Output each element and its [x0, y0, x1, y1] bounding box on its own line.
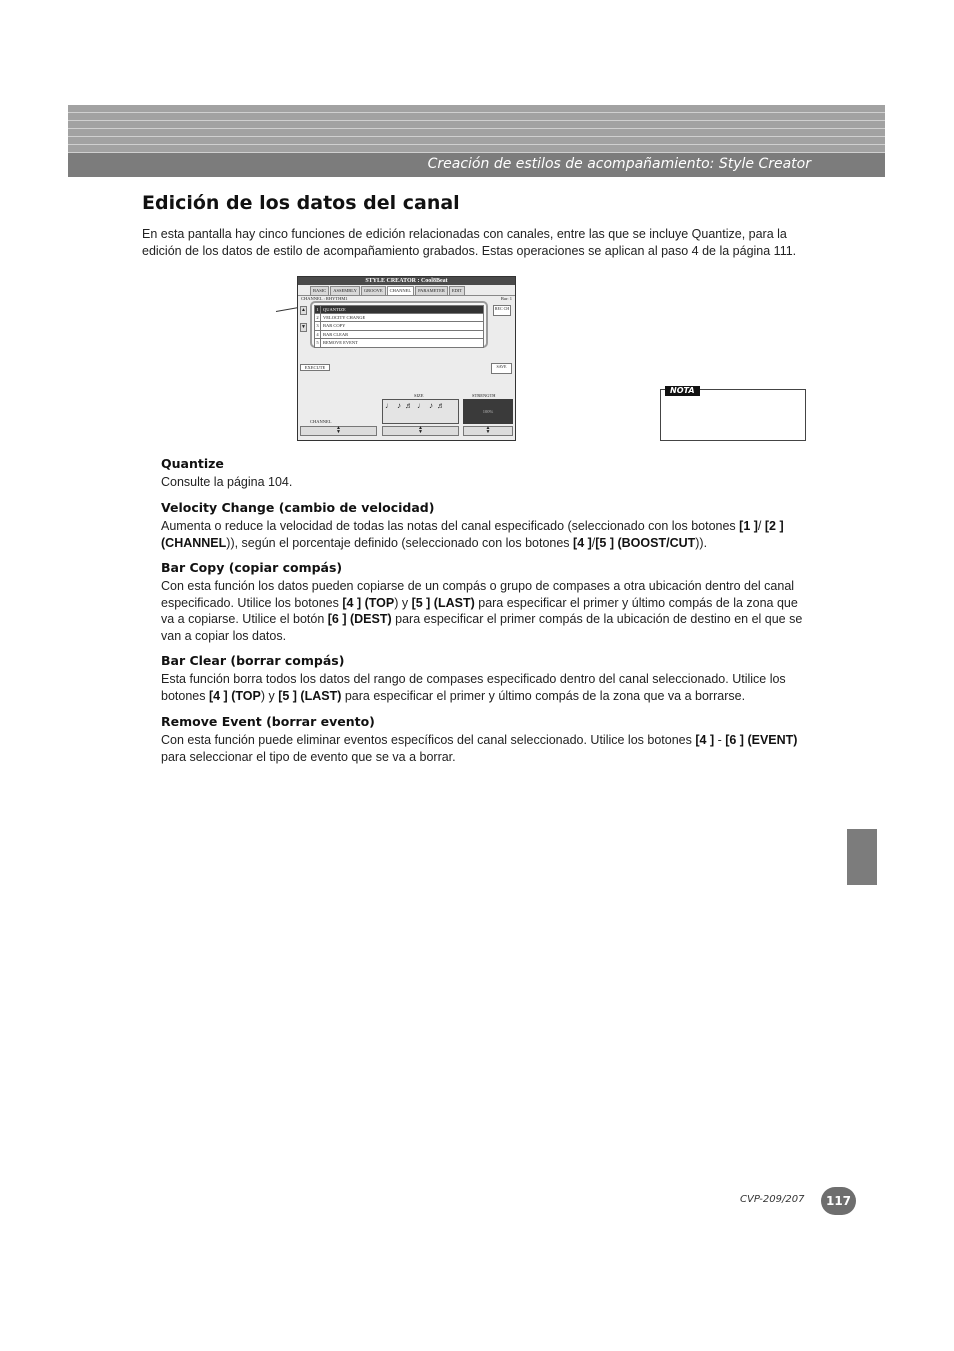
screen-tab[interactable]: BASIC: [310, 286, 329, 295]
page-number: 117: [821, 1187, 856, 1215]
screen-title: STYLE CREATOR : Cool8Beat: [298, 277, 515, 285]
size-selector[interactable]: ♩ ♪ ♬ ♩ ♪ ♬: [382, 399, 459, 424]
section-heading: Remove Event (borrar evento): [161, 714, 375, 729]
up-arrow-icon[interactable]: ▲: [301, 308, 306, 313]
screen-tab[interactable]: PARAMETER: [415, 286, 448, 295]
bar-indicator: Bar: 1: [500, 296, 512, 301]
screen-tab[interactable]: GROOVE: [361, 286, 386, 295]
section-heading: Bar Clear (borrar compás): [161, 653, 345, 668]
section-bar-clear: [161, 653, 809, 704]
section-heading: Bar Copy (copiar compás): [161, 560, 343, 575]
chapter-header-band: [68, 105, 885, 177]
menu-item[interactable]: 5 REMOVE EVENT: [314, 339, 484, 348]
screen-tab-active[interactable]: CHANNEL: [387, 286, 415, 295]
chapter-side-tab: [847, 829, 877, 885]
nota-badge: NOTA: [665, 386, 700, 396]
size-updown-arrows[interactable]: ▲ ▼: [382, 426, 459, 436]
page-title: Edición de los datos del canal: [142, 192, 460, 214]
function-menu: [310, 301, 488, 348]
down-arrow-icon[interactable]: ▼: [301, 325, 306, 330]
menu-item[interactable]: 4 BAR CLEAR: [314, 331, 484, 340]
screen-tabs: [298, 286, 515, 295]
section-remove-event: [161, 714, 809, 765]
rec-channel-button[interactable]: REC CH: [493, 305, 511, 316]
section-heading: Velocity Change (cambio de velocidad): [161, 500, 435, 515]
section-text: Aumenta o reduce la velocidad de todas las notas del canal especificado (seleccionado con los botones [1 ]/ [2 ] (CHANNEL)), según el porcentaje definido (seleccionado con los botones [4 ]/[5 ] (BOOST/CUT)).: [161, 519, 784, 550]
section-text: Esta función borra todos los datos del rango de compases especificado dentro del canal seleccionado. Utilice los botones [4 ] (TOP) y [5 ] (LAST) para especificar el primer y último compás de la zona que va a borrarse.: [161, 672, 786, 703]
section-heading: Quantize: [161, 456, 224, 471]
strength-value[interactable]: 100%: [463, 399, 513, 424]
channel-updown-arrows[interactable]: ▲ ▼: [300, 426, 377, 436]
section-text: Consulte la página 104.: [161, 475, 293, 489]
menu-item[interactable]: 2 VELOCITY CHANGE: [314, 314, 484, 323]
chapter-title: Creación de estilos de acompañamiento: Style Creator: [427, 156, 811, 172]
channel-label: CHANNEL: [310, 419, 332, 424]
section-velocity-change: [161, 500, 809, 551]
screen-tab[interactable]: EDIT: [449, 286, 465, 295]
header-stripes: [68, 105, 885, 153]
execute-button[interactable]: EXECUTE: [300, 364, 330, 371]
section-quantize: [161, 456, 809, 491]
section-text: Con esta función puede eliminar eventos específicos del canal seleccionado. Utilice los botones [4 ] - [6 ] (EVENT) para seleccionar el tipo de evento que se va a borrar.: [161, 733, 798, 764]
nota-box: [660, 386, 806, 441]
menu-item[interactable]: 1 QUANTIZE: [314, 305, 484, 314]
save-button[interactable]: SAVE: [491, 363, 512, 374]
strength-updown-arrows[interactable]: ▲ ▼: [463, 426, 513, 436]
screen-tab[interactable]: ASSEMBLY: [330, 286, 360, 295]
size-label: SIZE: [414, 393, 424, 398]
strength-label: STRENGTH: [472, 393, 496, 398]
lcd-screenshot: [297, 276, 516, 441]
menu-item[interactable]: 3 BAR COPY: [314, 322, 484, 331]
channel-indicator: CHANNEL : RHYTHM1: [301, 296, 348, 301]
model-name: CVP-209/207: [740, 1194, 805, 1205]
intro-paragraph: En esta pantalla hay cinco funciones de edición relacionadas con canales, entre las que se incluye Quantize, para la edición de los datos de estilo de acompañamiento grabados. Estas operaciones se aplican al paso 4 de la página 111.: [142, 227, 797, 258]
section-bar-copy: [161, 560, 809, 644]
section-text: Con esta función los datos pueden copiarse de un compás o grupo de compases a otra ubicación dentro del canal especificado. Utilice los botones [4 ] (TOP) y [5 ] (LAST) para especificar el primer y último compás de la zona que va a copiarse. Utilice el botón [6 ] (DEST) para especificar el primer compás de la ubicación de destino en el que se van a copiar los datos.: [161, 579, 803, 643]
